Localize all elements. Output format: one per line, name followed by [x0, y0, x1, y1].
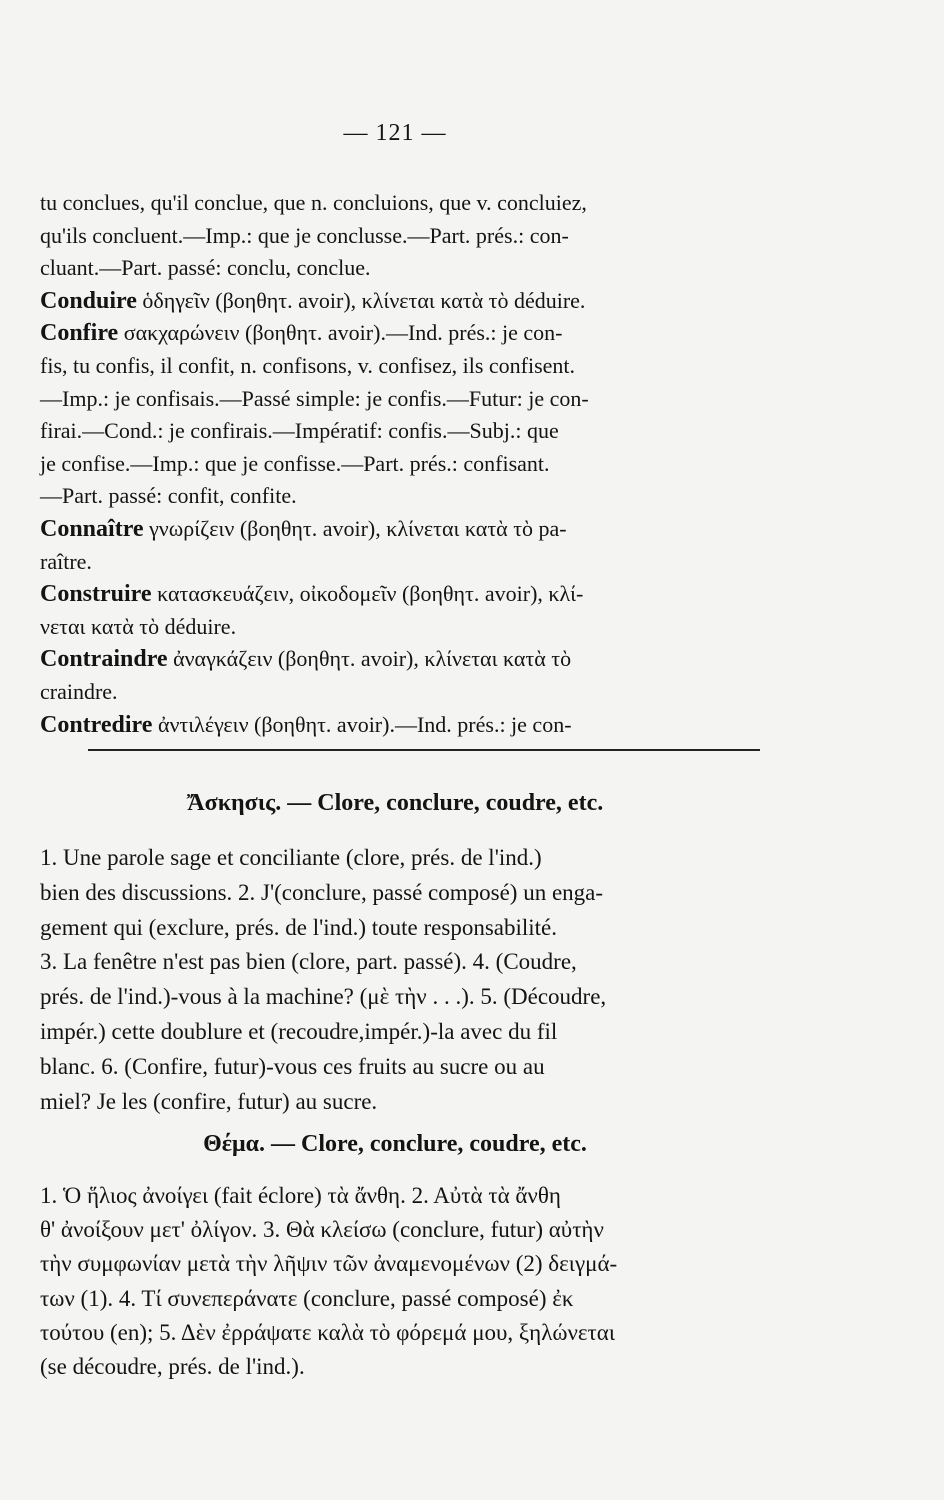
theme-line: τούτου (en); 5. Δὲν ἐρράψατε καλὰ τὸ φόρεμά μου, ξηλώνεται [40, 1319, 616, 1345]
dictionary-line: νεται κατὰ τὸ déduire. [40, 613, 237, 639]
dictionary-line: craindre. [40, 679, 118, 704]
theme-line: τὴν συμφωνίαν μετὰ τὴν λῆψιν τῶν ἀναμενομένων (2) δειγμά- [40, 1251, 618, 1277]
theme-heading: Θέμα. — Clore, conclure, coudre, etc. [203, 1131, 587, 1157]
exercise-heading: Ἄσκησις. — Clore, conclure, coudre, etc. [186, 790, 604, 816]
theme-line: των (1). 4. Τί συνεπεράνατε (conclure, passé composé) ἐκ [40, 1285, 574, 1311]
dictionary-line: tu conclues, qu'il conclue, que n. concluions, que v. concluiez, [40, 190, 587, 215]
dictionary-line: Construire κατασκευάζειν, οἰκοδομεῖν (βοηθητ. avoir), κλί- [40, 581, 584, 608]
exercise-line: prés. de l'ind.)-vous à la machine? (μὲ τὴν . . .). 5. (Découdre, [40, 984, 607, 1010]
dictionary-line: cluant.—Part. passé: conclu, conclue. [40, 255, 371, 281]
exercise-line: bien des discussions. 2. J'(conclure, passé composé) un enga- [40, 879, 604, 905]
dictionary-line: —Part. passé: confit, confite. [40, 483, 297, 509]
dictionary-line: Confire σακχαρώνειν (βοηθητ. avoir).—Ind. prés.: je con- [40, 320, 563, 347]
dictionary-line: —Imp.: je confisais.—Passé simple: je confis.—Futur: je con- [40, 385, 589, 411]
theme-line: 1. Ὁ ἥλιος ἀνοίγει (fait éclore) τὰ ἄνθη. 2. Αὐτὰ τὰ ἄνθη [40, 1183, 561, 1208]
theme-line: θ' ἀνοίξουν μετ' ὀλίγον. 3. Θὰ κλείσω (conclure, futur) αὐτὴν [40, 1217, 604, 1243]
theme-line: (se découdre, prés. de l'ind.). [40, 1354, 305, 1379]
page-number: — 121 — [343, 120, 447, 146]
exercise-line: blanc. 6. (Confire, futur)-vous ces fruits au sucre ou au [40, 1053, 545, 1079]
dictionary-line: Contraindre ἀναγκάζειν (βοηθητ. avoir), κλίνεται κατὰ τὸ [40, 646, 572, 673]
exercise-line: 3. La fenêtre n'est pas bien (clore, part. passé). 4. (Coudre, [40, 949, 577, 975]
dictionary-line: Contredire ἀντιλέγειν (βοηθητ. avoir).—Ind. prés.: je con- [40, 711, 572, 738]
dictionary-line: raître. [40, 548, 92, 574]
dictionary-line: Connaître γνωρίζειν (βοηθητ. avoir), κλίνεται κατὰ τὸ pa- [40, 516, 567, 542]
dictionary-line: fis, tu confis, il confit, n. confisons, v. confisez, ils confisent. [40, 353, 576, 378]
exercise-line: impér.) cette doublure et (recoudre,impér.)-la avec du fil [40, 1019, 558, 1044]
dictionary-line: Conduire ὁδηγεῖν (βοηθητ. avoir), κλίνεται κατὰ τὸ déduire. [40, 287, 586, 314]
dictionary-line: qu'ils concluent.—Imp.: que je conclusse.—Part. prés.: con- [40, 222, 569, 248]
section-divider [88, 749, 760, 751]
exercise-line: 1. Une parole sage et conciliante (clore, prés. de l'ind.) [40, 845, 542, 870]
exercise-line: gement qui (exclure, prés. de l'ind.) toute responsabilité. [40, 914, 558, 940]
dictionary-line: je confise.—Imp.: que je confisse.—Part. prés.: confisant. [40, 450, 550, 476]
dictionary-line: firai.—Cond.: je confirais.—Impératif: confis.—Subj.: que [40, 418, 559, 444]
exercise-line: miel? Je les (confire, futur) au sucre. [40, 1088, 378, 1114]
